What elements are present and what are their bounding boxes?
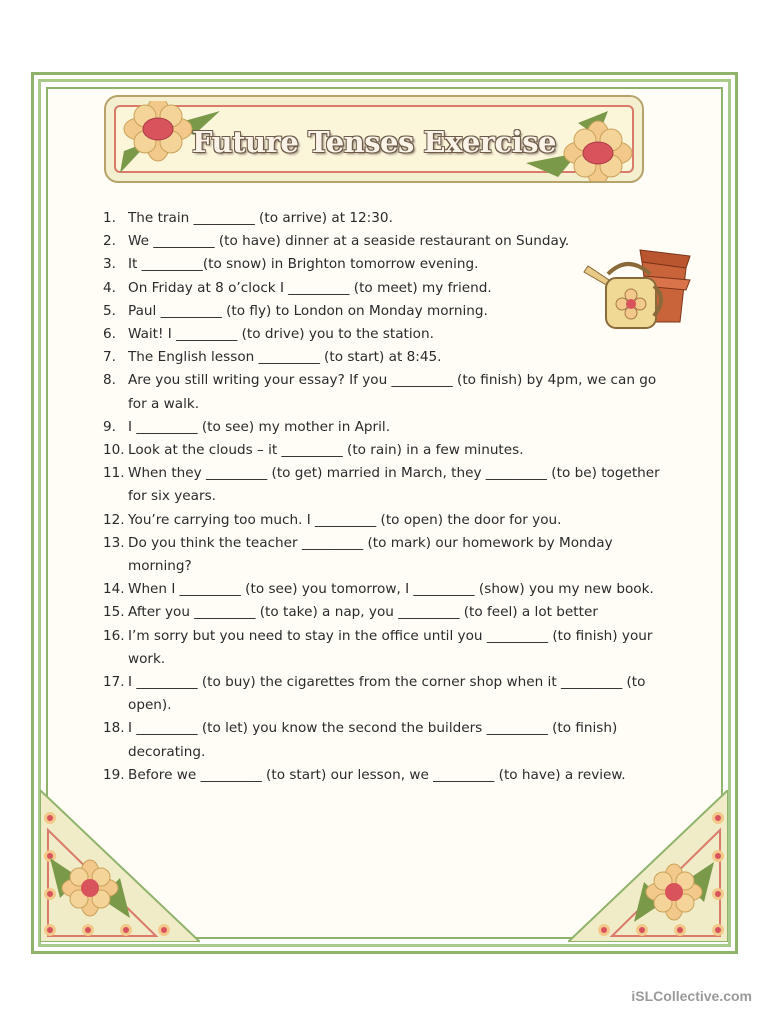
exercise-text: Are you still writing your essay? If you _________ (to finish) by 4pm, we can go for a walk. xyxy=(128,372,657,412)
exercise-number: 7. xyxy=(103,349,116,366)
exercise-text: You’re carrying too much. I _________ (to open) the door for you. xyxy=(128,511,562,528)
exercise-number: 6. xyxy=(103,326,116,343)
exercise-item xyxy=(103,300,678,323)
exercise-item xyxy=(103,625,678,671)
site-credit: iSLCollective.com xyxy=(631,988,752,1004)
exercise-item xyxy=(103,369,678,415)
exercise-list xyxy=(103,207,678,787)
exercise-number: 3. xyxy=(103,256,116,273)
exercise-item xyxy=(103,671,678,717)
exercise-text: Do you think the teacher _________ (to mark) our homework by Monday morning? xyxy=(128,534,613,575)
exercise-item xyxy=(103,532,678,578)
exercise-text: Paul _________ (to fly) to London on Monday morning. xyxy=(128,302,488,319)
exercise-number: 10. xyxy=(103,442,125,459)
exercise-item xyxy=(103,509,678,532)
exercise-number: 9. xyxy=(103,418,116,435)
exercise-text: I _________ (to let) you know the second the builders _________ (to finish) decorating. xyxy=(128,720,618,760)
exercise-number: 11. xyxy=(103,465,125,482)
exercise-number: 5. xyxy=(103,302,116,319)
exercise-number: 16. xyxy=(103,627,125,644)
exercise-item xyxy=(103,717,678,763)
exercise-number: 4. xyxy=(103,279,116,296)
exercise-text: The English lesson _________ (to start) at 8:45. xyxy=(128,349,442,366)
exercise-number: 18. xyxy=(103,720,125,737)
exercise-number: 15. xyxy=(103,604,125,621)
exercise-number: 17. xyxy=(103,674,125,691)
exercise-text: When I _________ (to see) you tomorrow, I _________ (show) you my new book. xyxy=(128,581,654,598)
exercise-number: 2. xyxy=(103,233,116,250)
title-banner xyxy=(104,95,644,183)
exercise-item xyxy=(103,601,678,624)
exercise-number: 1. xyxy=(103,210,116,226)
exercise-item xyxy=(103,253,678,276)
exercise-text: The train _________ (to arrive) at 12:30. xyxy=(128,210,393,226)
exercise-text: I _________ (to buy) the cigarettes from the corner shop when it _________ (to open). xyxy=(128,674,646,714)
exercise-text: Wait! I _________ (to drive) you to the station. xyxy=(128,326,434,343)
corner-flower-decoration-left xyxy=(40,790,200,942)
exercise-item xyxy=(103,578,678,601)
page-title: Future Tenses Exercise xyxy=(191,125,557,159)
exercise-number: 13. xyxy=(103,534,125,551)
exercise-item xyxy=(103,207,678,230)
exercise-text: When they _________ (to get) married in March, they _________ (to be) together for six years. xyxy=(128,465,660,505)
exercise-text: After you _________ (to take) a nap, you _________ (to feel) a lot better xyxy=(128,604,598,621)
exercise-item xyxy=(103,764,678,787)
exercise-number: 8. xyxy=(103,372,116,389)
exercise-number: 14. xyxy=(103,581,125,598)
exercise-item xyxy=(103,346,678,369)
exercise-item xyxy=(103,439,678,462)
exercise-text: Look at the clouds – it _________ (to rain) in a few minutes. xyxy=(128,442,524,459)
exercise-item xyxy=(103,416,678,439)
exercise-item xyxy=(103,230,678,253)
exercise-item xyxy=(103,277,678,300)
exercise-text: On Friday at 8 o’clock I _________ (to meet) my friend. xyxy=(128,279,492,296)
exercise-text: Before we _________ (to start) our lesson, we _________ (to have) a review. xyxy=(128,766,626,783)
exercise-text: I _________ (to see) my mother in April. xyxy=(128,418,391,435)
exercise-text: I’m sorry but you need to stay in the office until you _________ (to finish) your work. xyxy=(128,627,653,667)
exercise-item xyxy=(103,462,678,508)
exercise-text: It _________(to snow) in Brighton tomorrow evening. xyxy=(128,256,479,273)
corner-flower-decoration-right xyxy=(568,790,728,942)
exercise-number: 19. xyxy=(103,766,125,783)
exercise-number: 12. xyxy=(103,511,125,528)
exercise-text: We _________ (to have) dinner at a seaside restaurant on Sunday. xyxy=(128,233,570,250)
exercise-item xyxy=(103,323,678,346)
